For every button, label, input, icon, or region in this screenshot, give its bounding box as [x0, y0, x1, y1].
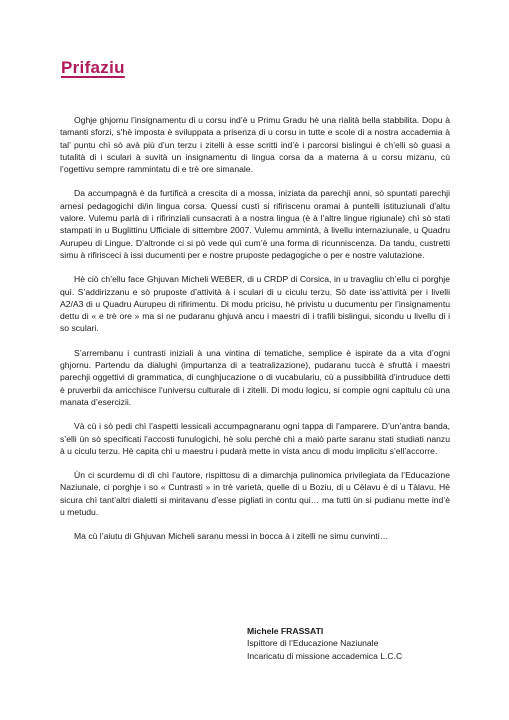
paragraph-3: Hè ciò ch’ellu face Ghjuvan Micheli WEBER, di u CRDP di Corsica, in u travagliu ch’ellu ci porghje quì. S’addirizzanu e sò pruposte d’attività à i sculari di u ciculu terzu. Sò date iss’attività per i livelli A2/A3 di u Quadru Aurupeu di rifirimentu. Di modu pricisu, hè privistu u ducumentu per l’insignamentu dettu di « e trè ore » ma si ne pudaranu ghjuvà ancu i maestri di i trafili bislingui, sicondu u livellu di i so sculari.	[60, 274, 450, 334]
page-title: Prifaziu	[61, 58, 125, 77]
signature-role-2: Incaricatu di missione accademica L.C.C	[247, 650, 403, 661]
signature-role-1: Ispittore di l’Educazione Naziunale	[247, 638, 379, 649]
signature-block	[247, 625, 467, 662]
paragraph-6: Ùn ci scurdemu di dì chì l’autore, rispittosu di a dimarchja pulinomica privilegiata da l’Educazione Naziunale, ci porghje i so « Cuntrasti » in trè varietà, quelle di u Boziu, di u Cèlavu è di u Tàlavu. Hè sicura chì tant’altri dialetti si miritavanu d’esse pigliati in contu qui… ma tutti ùn si pudianu mette ind’è u metudu.	[60, 470, 450, 518]
preface-body	[60, 114, 450, 555]
signature-name: Michele FRASSATI	[247, 626, 324, 636]
paragraph-1: Oghje ghjornu l’insignamentu di u corsu ind’è u Primu Gradu hè una rialità bella stabbilita. Dopu à tamanti sforzi, s’hè imposta è sviluppata a prisenza di u corsu in tutte e scole di a nostra accademia à tal’ puntu chì sò avà più d’un terzu i zitelli à esse scritti ind’è i parcorsi bislingui è ch’elli sò guasi a tutalità di i sculari à suvità un insignamentu di lingua corsa da a materna à u corsu mizanu, cù l’ogettivu sempre rammintatu di e trè ore simanale.	[60, 115, 450, 175]
paragraph-4: S’arrembanu i cuntrasti iniziali à una vintina di tematiche, semplice è ispirate da a vita d’ogni ghjornu. Partendu da dialughi (impurtanza di a teatralizazione), pudaranu tuccà è sfruttà i maestri parechji oggettivi di grammatica, di cunghjucazione o di vucabulariu, cù a pussibbilità d’intruduce detti è pruverbii da arricchisce l’universu culturale di i zitelli. Di modu logicu, si compie ogni capitulu cù una manata d’esercizii.	[60, 347, 450, 407]
paragraph-2: Da accumpagnà è da furtificà a crescita di a mossa, iniziata da parechji anni, sò spuntati parechji arnesi pedagogichi di/in lingua corsa. Quessi custì si rifiriscenu oramai à puntelli istituziunali d’altu valore. Vulemu parlà di i rifirinziali cunsacrati à a nostra lingua (è à l’altre lingue rigiunale) chì sò stati stampati in u Buglittinu Ufficiale di sittembre 2007. Vulemu ammintà, à livellu internaziunale, u Quadru Aurupeu di Lingue. D’altronde ci si pò vede quì cum’è una forma di ricunniscenza. Da tandu, custretti simu à rifirisceci à issi ducumenti per e nostre pruposte pedagogiche o per e nostre valutazione.	[60, 188, 450, 260]
paragraph-7: Ma cù l’aiutu di Ghjuvan Micheli saranu messi in bocca à i zitelli ne simu cunvinti…	[74, 531, 389, 542]
paragraph-5: Và cù i sò pedi chì l’aspetti lessicali accumpagnaranu ogni tappa di l’amparere. D’un’antra banda, s’elli ùn sò specificati l’accosti funulogichi, hè solu perchè chì a maiò parte saranu stati studiati nanzu à u ciculu terzu. Hè capita chì u maestru i pudarà mette in vista ancu di modu implicitu s’ell’accorre.	[60, 421, 450, 456]
